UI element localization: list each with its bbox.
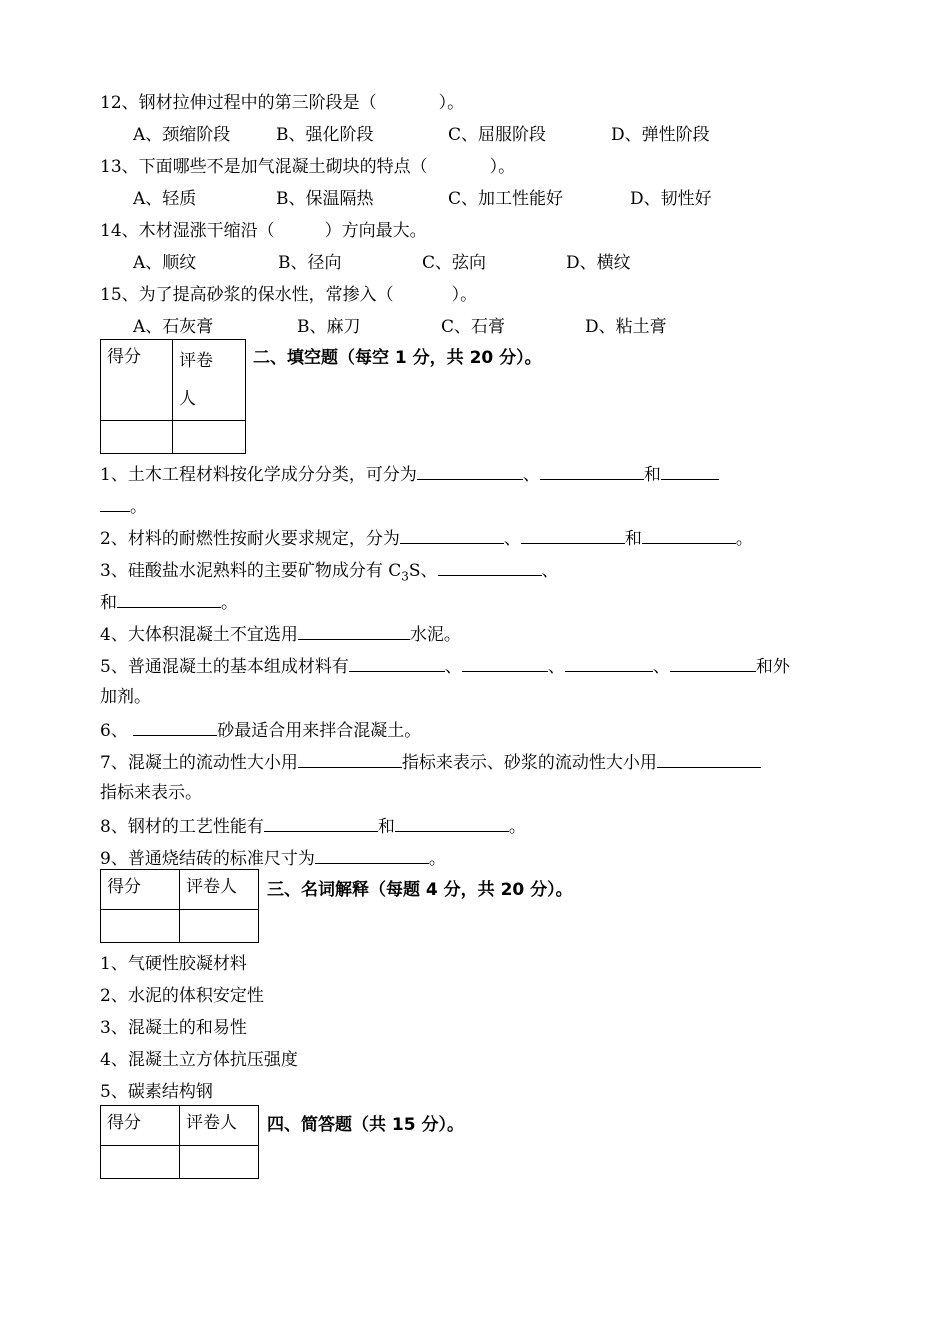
score-cell[interactable] [101,1146,180,1179]
option-d: D、弹性阶段 [611,125,710,145]
question-text: 4、大体积混凝土不宜选用 [100,625,298,645]
section-title-fill-in: 二、填空题（每空 1 分，共 20 分）。 [253,348,542,368]
fill-question-5 [100,654,790,678]
score-cell[interactable] [101,910,180,943]
question-text: 砂最适合用来拌合混凝土。 [217,721,422,741]
term-item: 3、混凝土的和易性 [100,1018,247,1038]
option-a: A、顺纹 [133,253,197,273]
score-label: 得分 [101,340,173,421]
question-text: 5、普通混凝土的基本组成材料有 [100,657,349,677]
term-item: 4、混凝土立方体抗压强度 [100,1050,298,1070]
answer-blank[interactable] [438,558,542,576]
answer-blank[interactable] [100,494,130,512]
fill-question-5-cont: 加剂。 [100,687,151,707]
term-item: 2、水泥的体积安定性 [100,986,264,1006]
conjunction: 和 [624,529,642,549]
option-b: B、麻刀 [297,317,361,337]
separator: 、 [547,657,565,677]
answer-blank[interactable] [661,462,719,480]
question-text-mid: 指标来表示、砂浆的流动性大小用 [401,753,657,773]
question-stem-end: ）。 [489,157,516,177]
grader-label [173,340,246,421]
option-b: B、保温隔热 [276,189,374,209]
option-b: B、径向 [278,253,342,273]
conjunction: 和 [100,593,117,613]
fill-question-1-cont [100,494,147,518]
answer-blank[interactable] [298,622,410,640]
option-d: D、横纹 [566,253,631,273]
grader-cell[interactable] [173,421,246,454]
question-text-end: 水泥。 [409,625,461,645]
answer-blank[interactable] [315,846,429,864]
score-box [100,1105,259,1179]
option-c: C、石膏 [441,317,506,337]
question-stem-end: ）方向最大。 [324,221,427,241]
answer-blank[interactable] [565,654,653,672]
fill-question-2 [100,526,753,550]
question-text-cont: S、 [408,561,438,581]
section-title-short-answer: 四、简答题（共 15 分）。 [267,1115,464,1135]
grader-label-line1: 评卷 [179,351,213,371]
grader-label-line2: 人 [179,389,196,409]
answer-blank[interactable] [117,590,221,608]
option-a: A、轻质 [133,189,197,209]
fill-question-4 [100,622,461,646]
fill-question-7 [100,750,761,774]
question-text: 1、土木工程材料按化学成分分类，可分为 [100,465,417,485]
option-c: C、加工性能好 [448,189,564,209]
grader-label: 评卷人 [180,1106,259,1146]
score-label: 得分 [101,870,180,910]
fill-question-7-cont: 指标来表示。 [100,783,202,803]
grader-cell[interactable] [180,1146,259,1179]
conjunction: 和 [643,465,661,485]
term-item: 1、气硬性胶凝材料 [100,954,247,974]
question-stem: 13、下面哪些不是加气混凝土砌块的特点（ [100,157,428,177]
option-c: C、屈服阶段 [448,125,547,145]
question-text-end: 和外 [755,657,790,677]
option-d: D、韧性好 [630,189,712,209]
period: 。 [221,593,238,613]
period: 。 [508,817,526,837]
score-label: 得分 [101,1106,180,1146]
section-title-terms: 三、名词解释（每题 4 分，共 20 分）。 [267,880,573,900]
answer-blank[interactable] [521,526,625,544]
fill-question-1 [100,462,719,486]
question-stem: 12、钢材拉伸过程中的第三阶段是（ [100,93,377,113]
term-item: 5、碳素结构钢 [100,1082,213,1102]
question-number: 6、 [100,721,128,741]
separator: 、 [503,529,521,549]
separator: 、 [541,561,559,581]
fill-question-6 [100,718,421,742]
separator: 、 [444,657,462,677]
question-text: 9、普通烧结砖的标准尺寸为 [100,849,315,869]
score-box [100,339,246,454]
separator: 、 [522,465,540,485]
answer-blank[interactable] [642,526,736,544]
answer-blank[interactable] [298,750,402,768]
answer-blank[interactable] [657,750,761,768]
mc-question-12 [100,92,464,114]
question-stem-end: ）。 [451,285,478,305]
fill-question-8 [100,814,526,838]
question-stem: 15、为了提高砂浆的保水性，常掺入（ [100,285,394,305]
question-text: 2、材料的耐燃性按耐火要求规定，分为 [100,529,400,549]
answer-blank[interactable] [133,718,217,736]
mc-question-13 [100,156,515,178]
answer-blank[interactable] [400,526,504,544]
answer-blank[interactable] [264,814,378,832]
period: 。 [428,849,446,869]
fill-question-9 [100,846,446,870]
question-stem: 14、木材湿涨干缩沿（ [100,221,275,241]
mc-question-15 [100,284,477,306]
option-a: A、颈缩阶段 [133,125,231,145]
question-text: 3、硅酸盐水泥熟料的主要矿物成分有 C [100,561,402,581]
conjunction: 和 [377,817,395,837]
question-text: 7、混凝土的流动性大小用 [100,753,298,773]
answer-blank[interactable] [395,814,509,832]
fill-question-3-cont [100,590,238,614]
answer-blank[interactable] [417,462,523,480]
subscript: 3 [401,569,409,584]
option-b: B、强化阶段 [276,125,374,145]
period: 。 [735,529,753,549]
period: 。 [130,497,147,517]
answer-blank[interactable] [462,654,548,672]
question-text: 8、钢材的工艺性能有 [100,817,264,837]
score-box [100,869,259,943]
fill-question-3 [100,558,559,587]
option-c: C、弦向 [422,253,487,273]
grader-cell[interactable] [180,910,259,943]
score-cell[interactable] [101,421,173,454]
option-d: D、粘土膏 [585,317,667,337]
question-stem-end: ）。 [438,93,465,113]
mc-question-14 [100,220,427,242]
option-a: A、石灰膏 [133,317,214,337]
answer-blank[interactable] [670,654,756,672]
answer-blank[interactable] [349,654,445,672]
answer-blank[interactable] [540,462,644,480]
grader-label: 评卷人 [180,870,259,910]
separator: 、 [652,657,670,677]
